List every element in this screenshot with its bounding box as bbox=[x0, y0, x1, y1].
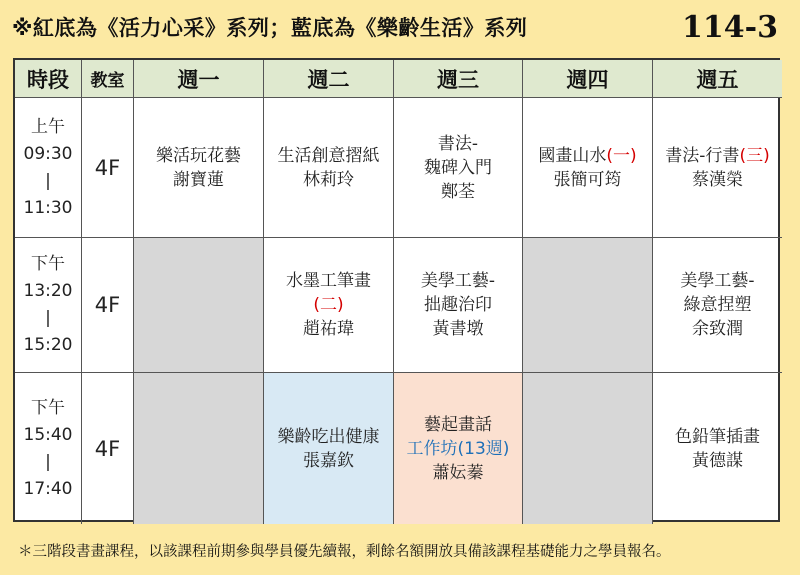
course-teacher: 謝寶蓮 bbox=[173, 169, 224, 190]
empty-slot-mon-afternoon-1 bbox=[134, 238, 264, 373]
course-teacher: 張簡可筠 bbox=[553, 169, 622, 190]
schedule-table bbox=[13, 58, 780, 522]
course-title: 色鉛筆插畫 bbox=[675, 426, 760, 447]
col-header-mon: 週一 bbox=[134, 60, 264, 98]
period-separator: | bbox=[45, 451, 51, 472]
course-tue-afternoon-2[interactable] bbox=[264, 373, 394, 524]
course-wed-morning[interactable] bbox=[394, 98, 523, 238]
period-separator: | bbox=[45, 308, 51, 328]
course-title: 藝起畫話 bbox=[424, 414, 492, 435]
page-title: ※紅底為《活力心采》系列；藍底為《樂齡生活》系列 bbox=[12, 16, 528, 40]
col-header-period: 時段 bbox=[15, 60, 82, 98]
course-title: 水墨工筆畫 bbox=[286, 271, 371, 291]
course-teacher: 黃書墩 bbox=[432, 319, 484, 339]
col-header-tue: 週二 bbox=[264, 60, 394, 98]
course-teacher: 鄭荃 bbox=[441, 181, 475, 202]
period-start: 13:20 bbox=[23, 281, 73, 301]
col-header-wed: 週三 bbox=[394, 60, 523, 98]
course-teacher: 余致潤 bbox=[692, 319, 743, 339]
period-label: 下午 bbox=[31, 397, 65, 418]
room-cell: 4F bbox=[82, 98, 134, 238]
period-end: 11:30 bbox=[23, 197, 73, 218]
period-end: 17:40 bbox=[23, 478, 73, 499]
empty-slot-mon-afternoon-2 bbox=[134, 373, 264, 524]
course-mon-morning[interactable] bbox=[134, 98, 264, 238]
course-wed-afternoon-2[interactable] bbox=[394, 373, 523, 524]
period-end: 15:20 bbox=[23, 335, 73, 355]
stage-marker: (一) bbox=[606, 145, 637, 166]
course-teacher: 蔡漢榮 bbox=[692, 169, 743, 190]
footnote: ＊三階段書畫課程，以該課程前期參與學員優先續報，剩餘名額開放具備該課程基礎能力之學員報名。 bbox=[18, 544, 671, 560]
col-header-fri: 週五 bbox=[653, 60, 782, 98]
course-subtitle: 工作坊(13週) bbox=[406, 438, 510, 459]
course-teacher: 蕭妘蓁 bbox=[432, 462, 484, 483]
term-code: 114-3 bbox=[682, 10, 778, 45]
period-start: 09:30 bbox=[23, 143, 73, 164]
course-title bbox=[538, 144, 636, 168]
empty-slot-thu-afternoon-2 bbox=[523, 373, 653, 524]
course-title: 美學工藝- bbox=[420, 271, 496, 291]
period-label: 下午 bbox=[31, 254, 65, 274]
period-start: 15:40 bbox=[23, 424, 73, 445]
room-cell: 4F bbox=[82, 373, 134, 524]
course-teacher: 張嘉欽 bbox=[303, 450, 354, 471]
course-teacher: 林莉玲 bbox=[303, 169, 354, 190]
room-cell: 4F bbox=[82, 238, 134, 373]
col-header-thu: 週四 bbox=[523, 60, 653, 98]
course-tue-afternoon-1[interactable] bbox=[264, 238, 394, 373]
course-title-text: 書法-行書 bbox=[665, 145, 740, 166]
course-subtitle: 魏碑入門 bbox=[424, 157, 492, 178]
course-teacher: 趙祐瑋 bbox=[303, 319, 354, 339]
course-subtitle: 拙趣治印 bbox=[424, 295, 492, 315]
course-subtitle: 綠意捏塑 bbox=[683, 295, 752, 315]
course-wed-afternoon-1[interactable] bbox=[394, 238, 523, 373]
stage-marker: (三) bbox=[739, 145, 770, 166]
course-fri-afternoon-2[interactable] bbox=[653, 373, 782, 524]
period-afternoon-1 bbox=[15, 238, 82, 373]
empty-slot-thu-afternoon-1 bbox=[523, 238, 653, 373]
course-title: 樂齡吃出健康 bbox=[277, 426, 380, 447]
stage-marker: (二) bbox=[313, 295, 344, 315]
course-thu-morning[interactable] bbox=[523, 98, 653, 238]
period-separator: | bbox=[45, 170, 51, 191]
course-title: 美學工藝- bbox=[680, 271, 755, 291]
course-fri-afternoon-1[interactable] bbox=[653, 238, 782, 373]
course-title-text: 國畫山水 bbox=[538, 145, 607, 166]
period-afternoon-2 bbox=[15, 373, 82, 524]
period-label: 上午 bbox=[31, 116, 65, 137]
course-tue-morning[interactable] bbox=[264, 98, 394, 238]
course-fri-morning[interactable] bbox=[653, 98, 782, 238]
col-header-room: 教室 bbox=[82, 60, 134, 98]
course-title bbox=[665, 144, 769, 168]
course-teacher: 黃德謀 bbox=[692, 450, 743, 471]
period-morning bbox=[15, 98, 82, 238]
course-title: 樂活玩花藝 bbox=[156, 145, 241, 166]
course-title: 書法- bbox=[437, 133, 479, 154]
course-title: 生活創意摺紙 bbox=[277, 145, 380, 166]
